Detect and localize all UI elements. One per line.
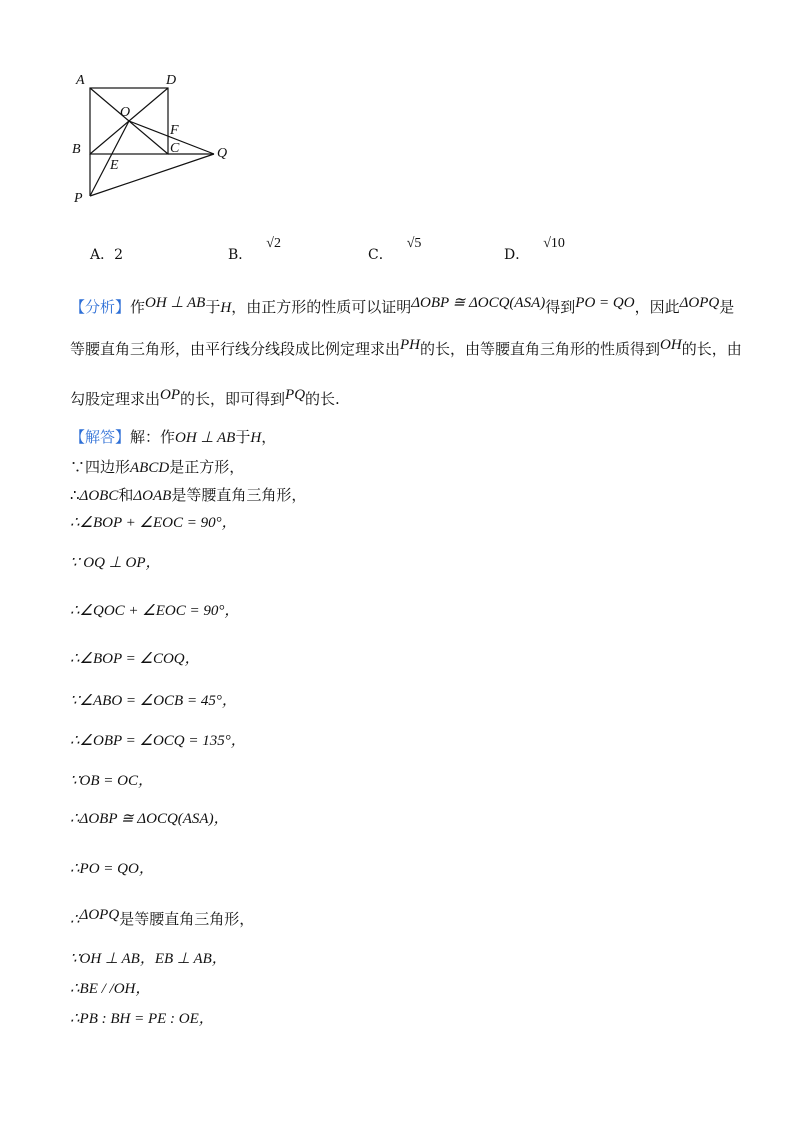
solution-line-6: ∴∠QOC + ∠EOC = 90°， [70, 603, 240, 619]
label-p: P [74, 191, 83, 206]
analysis-tag: 【分析】 [70, 298, 131, 316]
solution-line-3: ∴ΔOBC和ΔOAB是等腰直角三角形， [70, 486, 307, 504]
solution-line-12: ∴PO = QO， [70, 861, 154, 877]
analysis-line-2: 等腰直角三角形，由平行线分线段成比例定理求出PH的长，由等腰直角三角形的性质得到OH的长，由 [70, 337, 742, 358]
solution-line-9: ∴∠OBP = ∠OCQ = 135°， [70, 733, 246, 749]
solution-line-1: 【解答】解：作OH ⊥ AB于H， [70, 428, 277, 446]
solution-line-10: ∵OB = OC， [70, 773, 153, 789]
label-b: B [72, 142, 81, 157]
analysis-line-3: 勾股定理求出OP的长，即可得到PQ的长. [70, 387, 340, 408]
option-a[interactable]: A．2 [90, 247, 124, 263]
solution-tag: 【解答】 [70, 428, 131, 446]
solution-line-11: ∴ΔOBP ≅ ΔOCQ(ASA)， [70, 811, 229, 827]
option-b[interactable]: B．√2 [228, 236, 281, 263]
label-d: D [166, 73, 177, 88]
solution-line-16: ∴PB : BH = PE : OE， [70, 1011, 214, 1027]
solution-line-4: ∴∠BOP + ∠EOC = 90°， [70, 515, 237, 531]
solution-line-5: ∵ OQ ⊥ OP， [70, 555, 161, 571]
label-e: E [110, 158, 119, 173]
label-q: Q [217, 146, 228, 161]
analysis-line-1: 【分析】作OH ⊥ AB于H，由正方形的性质可以证明ΔOBP ≅ ΔOCQ(ASA)得到PO = QO，因此ΔOPQ是 [70, 295, 735, 316]
geometry-figure [62, 68, 252, 222]
solution-line-2: ∵四边形ABCD是正方形， [70, 458, 245, 476]
solution-line-15: ∴BE / /OH， [70, 981, 151, 997]
solution-line-7: ∴∠BOP = ∠COQ， [70, 651, 200, 667]
label-c: C [170, 141, 180, 156]
label-o: O [120, 105, 131, 120]
option-c[interactable]: C．√5 [368, 236, 422, 263]
solution-line-13: ∴ΔOPQ是等腰直角三角形， [70, 907, 255, 928]
label-a: A [76, 73, 85, 88]
label-f: F [170, 123, 179, 138]
solution-line-14: ∵OH ⊥ AB，EB ⊥ AB， [70, 951, 227, 967]
solution-line-8: ∵∠ABO = ∠OCB = 45°， [70, 693, 237, 709]
option-d[interactable]: D．√10 [504, 236, 565, 263]
square-diagram [62, 68, 252, 218]
